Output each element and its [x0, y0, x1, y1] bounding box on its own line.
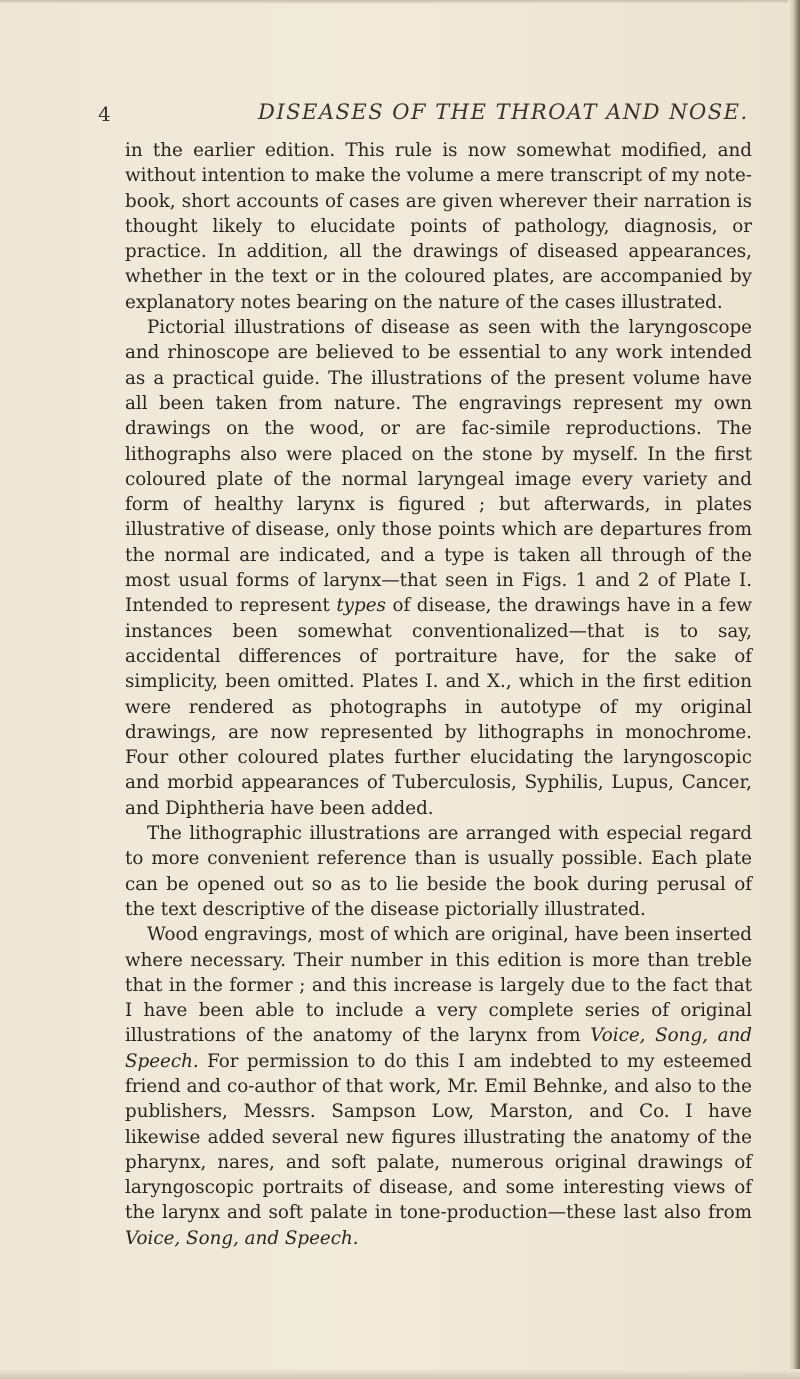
paragraph-3	[125, 821, 752, 922]
paragraph-4-italic-a: Voice, Song, and Speech.	[125, 1025, 753, 1072]
paragraph-2-text-b: of disease, the drawings have in a few instances been somewhat conventionalized—that is to say, accidental differences of portraiture have, for the sake of simplicity, been omitted. Plates I. and X., which in the first edition were rendered as photographs in autotype of my original drawings, are now represented by lithographs in monochrome. Four other coloured plates further elucidating the laryngoscopic and morbid appearances of Tuberculosis, Syphilis, Lupus, Cancer, and Diphtheria have been added.	[125, 595, 752, 819]
paragraph-4-italic-b: Voice, Song, and Speech.	[125, 1227, 359, 1249]
paragraph-1	[125, 138, 752, 315]
paragraph-2	[125, 315, 752, 821]
paragraph-1-text: in the earlier edition. This rule is now somewhat modified, and without intention to make the volume a mere transcript of my note-book, short accounts of cases are given wherever their narration is thought likely to elucidate points of pathology, diagnosis, or practice. In addition, all the drawings of diseased appearances, whether in the text or in the coloured plates, are accompanied by explanatory notes bearing on the nature of the cases illustrated.	[125, 140, 752, 313]
paragraph-2-text-a: Pictorial illustrations of disease as seen with the laryngoscope and rhinoscope are believed to be essential to any work intended as a practical guide. The illustrations of the present volume have all been taken from nature. The engravings represent my own drawings on the wood, or are fac-simile reproductions. The lithographs also were placed on the stone by myself. In the first coloured plate of the normal laryngeal image every variety and form of healthy larynx is figured ; but afterwards, in plates illustrative of disease, only those points which are departures from the normal are indicated, and a type is taken all through of the most usual forms of larynx—that seen in Figs. 1 and 2 of Plate I. Intended to represent	[125, 317, 752, 617]
running-head: DISEASES OF THE THROAT AND NOSE.	[258, 100, 749, 124]
page-bottom-edge	[0, 1369, 800, 1379]
paragraph-2-italic: types	[336, 595, 386, 617]
paragraph-3-text: The lithographic illustrations are arranged with especial regard to more convenient reference than is usually possible. Each plate can be opened out so as to lie beside the book during perusal of the text descriptive of the disease pictorially illustrated.	[125, 823, 752, 920]
page-gutter-edge	[788, 0, 800, 1379]
paragraph-4-text-b: For permission to do this I am indebted to my esteemed friend and co-author of that work, Mr. Emil Behnke, and also to the publishers, Messrs. Sampson Low, Marston, and Co. I have likewise added several new figures illustrating the anatomy of the pharynx, nares, and soft palate, numerous original drawings of laryngoscopic portraits of disease, and some interesting views of the larynx and soft palate in tone-production—these last also from	[125, 1050, 752, 1224]
page-number: 4	[98, 102, 111, 126]
paragraph-4	[125, 922, 752, 1251]
page-header	[0, 100, 800, 130]
paragraph-4-text-a: Wood engravings, most of which are original, have been inserted where necessary. Their number in this edition is more than treble that in the former ; and this increase is largely due to the fact that I have been able to include a very complete series of original illustrations of the anatomy of the larynx from	[125, 924, 752, 1047]
body-text	[125, 138, 752, 1251]
page-top-edge	[0, 0, 800, 4]
